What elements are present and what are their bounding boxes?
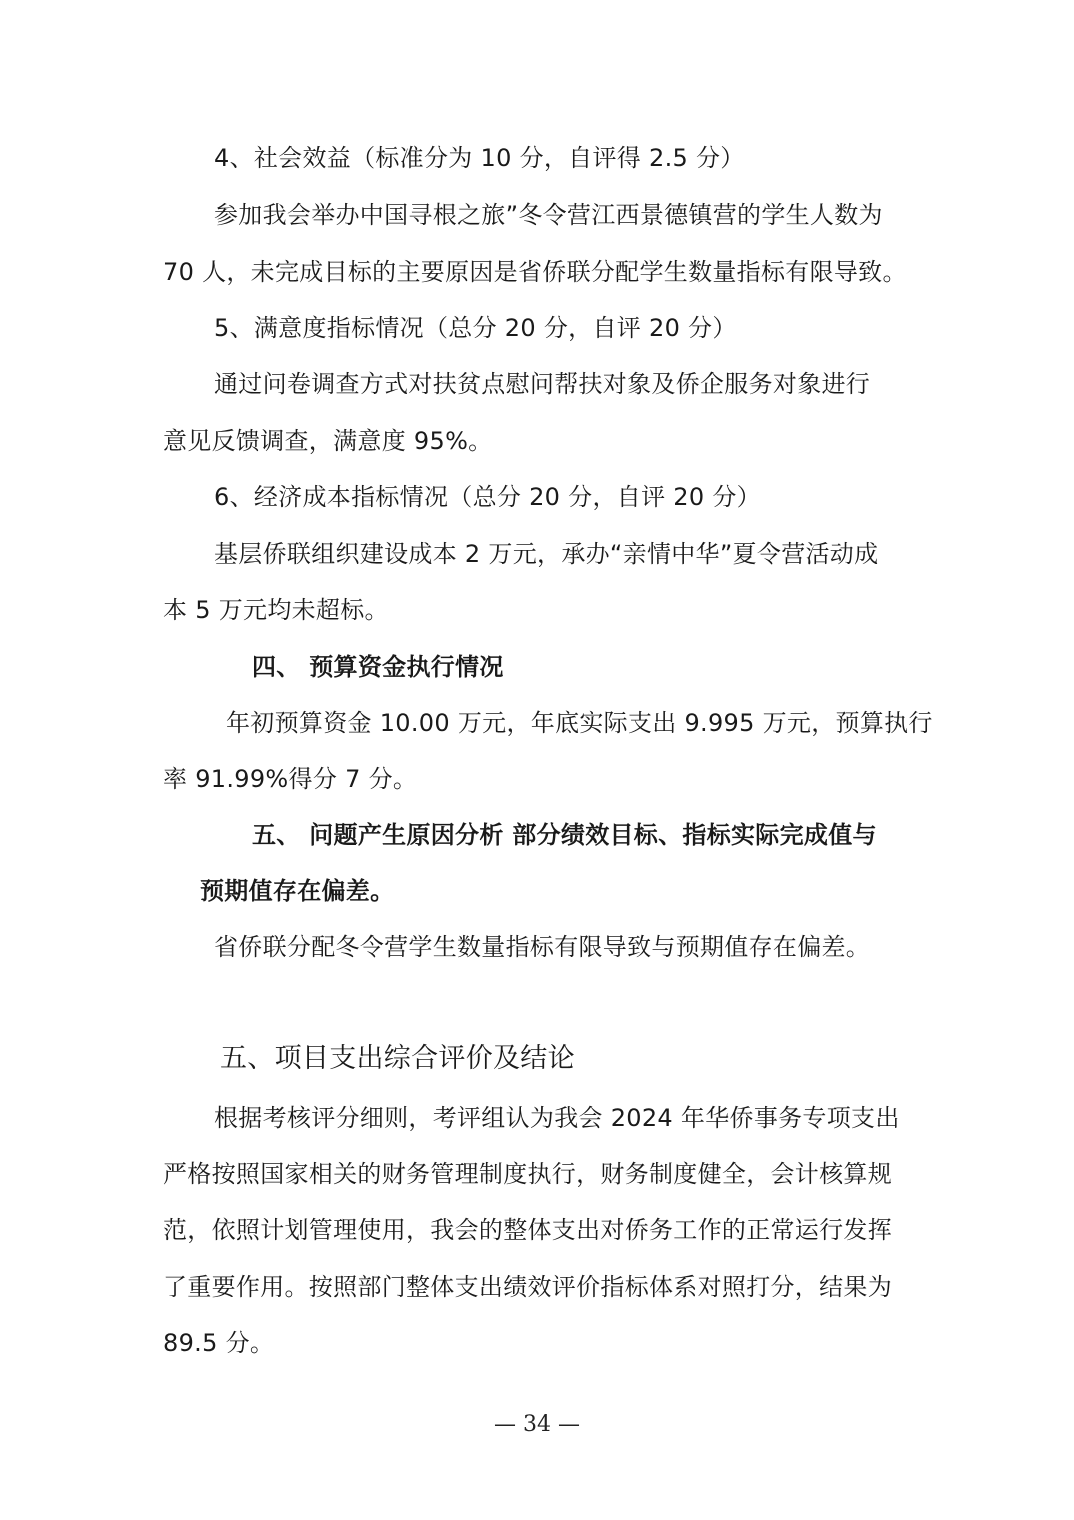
budget-execution-heading: 四、 预算资金执行情况: [252, 653, 504, 681]
problem-analysis-heading-cont: 预期值存在偏差。: [200, 877, 395, 905]
paragraph-line: 范，依照计划管理使用，我会的整体支出对侨务工作的正常运行发挥: [163, 1216, 892, 1244]
paragraph-line: 省侨联分配冬令营学生数量指标有限导致与预期值存在偏差。: [214, 933, 871, 961]
section-title: 五、项目支出综合评价及结论: [220, 1043, 575, 1074]
paragraph-line: 通过问卷调查方式对扶贫点慰问帮扶对象及侨企服务对象进行: [214, 370, 871, 398]
paragraph-line: 70 人，未完成目标的主要原因是省侨联分配学生数量指标有限导致。: [163, 258, 907, 286]
social-benefit-heading: 4、社会效益（标准分为 10 分，自评得 2.5 分）: [214, 144, 745, 172]
paragraph-line: 根据考核评分细则，考评组认为我会 2024 年华侨事务专项支出: [214, 1104, 900, 1132]
paragraph-line: 率 91.99%得分 7 分。: [163, 765, 418, 793]
paragraph-line: 89.5 分。: [163, 1329, 275, 1357]
paragraph-line: 严格按照国家相关的财务管理制度执行，财务制度健全，会计核算规: [163, 1160, 892, 1188]
paragraph-line: 参加我会举办中国寻根之旅”冬令营江西景德镇营的学生人数为: [214, 201, 883, 229]
problem-analysis-heading: 五、 问题产生原因分析 部分绩效目标、指标实际完成值与: [252, 821, 877, 849]
paragraph-line: 本 5 万元均未超标。: [163, 596, 389, 624]
economic-cost-heading: 6、经济成本指标情况（总分 20 分，自评 20 分）: [214, 483, 761, 511]
paragraph-line: 基层侨联组织建设成本 2 万元，承办“亲情中华”夏令营活动成: [214, 540, 879, 568]
paragraph-line: 年初预算资金 10.00 万元，年底实际支出 9.995 万元，预算执行: [226, 709, 933, 737]
paragraph-line: 了重要作用。按照部门整体支出绩效评价指标体系对照打分，结果为: [163, 1273, 892, 1301]
paragraph-line: 意见反馈调查，满意度 95%。: [163, 427, 493, 455]
satisfaction-heading: 5、满意度指标情况（总分 20 分，自评 20 分）: [214, 314, 737, 342]
page-number: — 34 —: [494, 1412, 580, 1437]
